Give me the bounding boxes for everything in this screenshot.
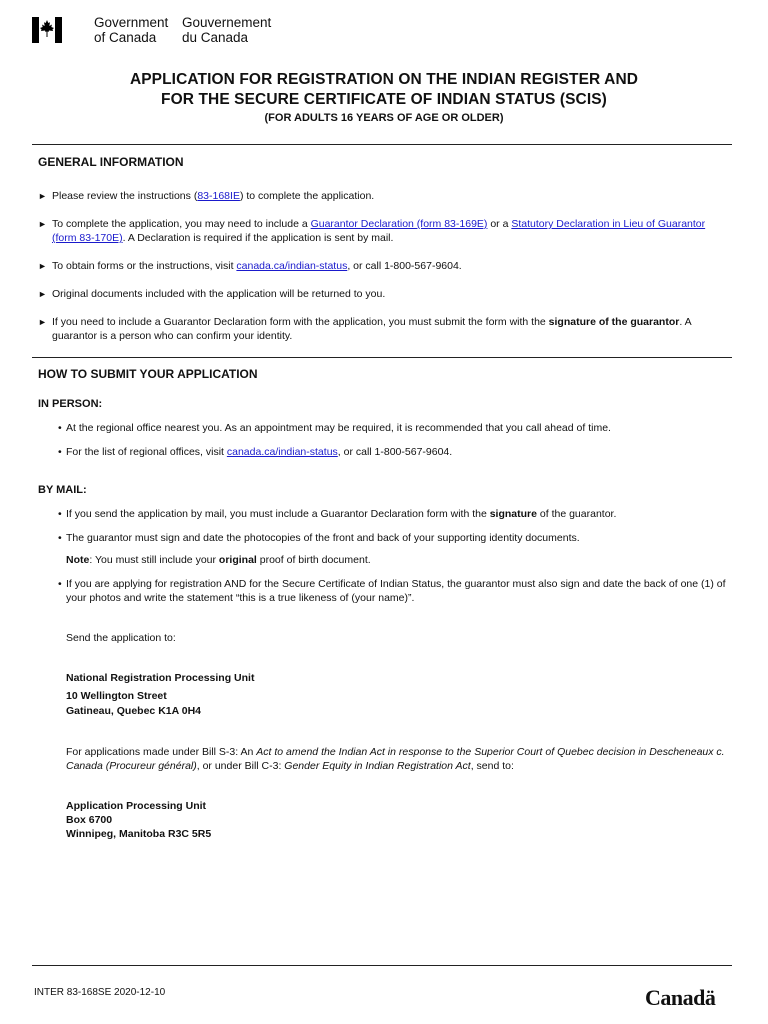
divider xyxy=(32,144,732,145)
send-to-label: Send the application to: xyxy=(66,632,176,644)
divider xyxy=(32,965,732,966)
title-line-2: FOR THE SECURE CERTIFICATE OF INDIAN STATUS (SCIS) xyxy=(161,91,607,108)
general-information-section xyxy=(38,155,728,343)
subtitle: (FOR ADULTS 16 YEARS OF AGE OR OLDER) xyxy=(264,112,504,124)
bullet-icon: • xyxy=(58,578,62,590)
government-name-en: Government of Canada xyxy=(94,15,169,45)
in-person-heading: IN PERSON: xyxy=(38,398,103,410)
bullet-icon: • xyxy=(58,446,62,458)
list-item: • For the list of regional offices, visit canada.ca/indian-status, or call 1-800-567-9604. xyxy=(58,446,453,458)
list-item: • If you send the application by mail, you must include a Guarantor Declaration form with the signature of the guarantor. xyxy=(58,508,617,520)
government-name-fr: Gouvernement du Canada xyxy=(182,15,272,45)
list-item: ► If you need to include a Guarantor Declaration form with the application, you must submit the form with the signature of the guarantor. A guarantor is a person who can confirm your identity. xyxy=(38,316,692,342)
note-text: Note: You must still include your original proof of birth document. xyxy=(66,554,371,566)
address-application-processing: Application Processing Unit Box 6700 Winnipeg, Manitoba R3C 5R5 xyxy=(66,800,212,840)
how-to-submit-heading: HOW TO SUBMIT YOUR APPLICATION xyxy=(38,367,258,381)
address-national-registration: National Registration Processing Unit 10 Wellington Street Gatineau, Quebec K1A 0H4 xyxy=(66,672,255,717)
divider xyxy=(32,357,732,358)
title-line-1: APPLICATION FOR REGISTRATION ON THE INDIAN REGISTER AND xyxy=(129,71,639,88)
list-item: • At the regional office nearest you. As an appointment may be required, it is recommended that you call ahead of time. xyxy=(58,422,611,434)
list-item: ► Original documents included with the application will be returned to you. xyxy=(38,288,386,300)
regional-offices-link[interactable]: canada.ca/indian-status xyxy=(226,446,338,458)
form-code: INTER 83-168SE 2020-12-10 xyxy=(34,987,166,998)
how-to-submit-section xyxy=(38,367,728,841)
canada-wordmark-logo: Canadä xyxy=(645,985,716,1010)
bullet-icon: • xyxy=(58,532,62,544)
bill-note: For applications made under Bill S-3: An Act to amend the Indian Act in response to the Superior Court of Quebec decision in Descheneaux c. Canada (Procureur général), or under Bill C-3: Gender Equity in Indian Registration Act, send to: xyxy=(66,746,725,772)
arrow-bullet-icon: ► xyxy=(38,261,47,271)
by-mail-heading: BY MAIL: xyxy=(38,484,87,496)
bullet-icon: • xyxy=(58,508,62,520)
list-item: • The guarantor must sign and date the photocopies of the front and back of your supporting identity documents. xyxy=(58,532,580,544)
canada-flag-icon xyxy=(32,17,62,43)
page-title xyxy=(0,70,768,124)
arrow-bullet-icon: ► xyxy=(38,289,47,299)
general-information-heading: GENERAL INFORMATION xyxy=(38,155,184,169)
list-item: ► Please review the instructions (83-168IE) to complete the application. xyxy=(38,190,375,202)
government-signature xyxy=(32,15,271,45)
instructions-link[interactable]: 83-168IE xyxy=(197,190,240,202)
list-item: • If you are applying for registration AND for the Secure Certificate of Indian Status, the guarantor must also sign and date the back of one (1) of your photos and write the statement “this is a true likeness of (your name)”. xyxy=(58,578,726,604)
list-item: ► To obtain forms or the instructions, visit canada.ca/indian-status, or call 1-800-567-9604. xyxy=(38,260,462,272)
arrow-bullet-icon: ► xyxy=(38,317,47,327)
arrow-bullet-icon: ► xyxy=(38,191,47,201)
arrow-bullet-icon: ► xyxy=(38,219,47,229)
statutory-declaration-link[interactable]: Statutory Declaration in Lieu of Guarantor (form 83-170E) xyxy=(52,218,706,244)
guarantor-declaration-link[interactable]: Guarantor Declaration (form 83-169E) xyxy=(310,218,488,230)
list-item: ► To complete the application, you may need to include a Guarantor Declaration (form 83-169E) or a Statutory Declaration in Lieu of Guarantor (form 83-170E). A Declaration is required if the application is sent by mail. xyxy=(38,218,706,244)
indian-status-link[interactable]: canada.ca/indian-status xyxy=(236,260,348,272)
bullet-icon: • xyxy=(58,422,62,434)
